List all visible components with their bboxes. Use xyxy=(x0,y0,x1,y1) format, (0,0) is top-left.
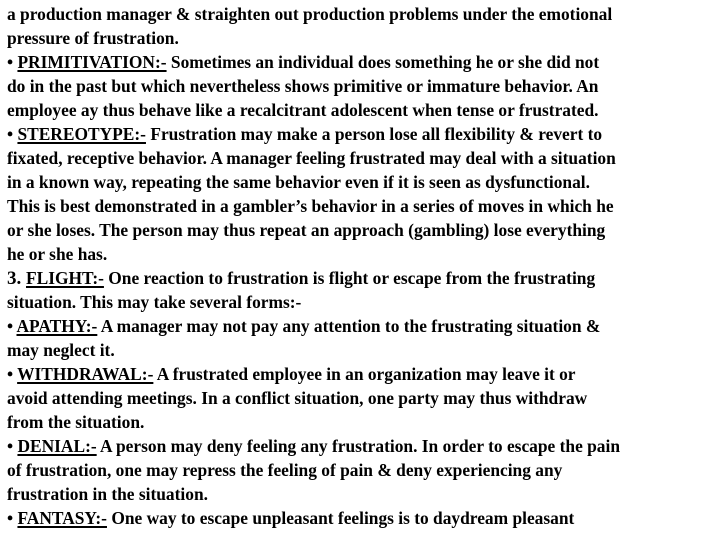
section-number: 3. xyxy=(7,268,26,289)
term-heading: WITHDRAWAL:- xyxy=(17,364,154,384)
line-text: One way to escape unpleasant feelings is to daydream pleasant xyxy=(106,508,575,528)
term-heading: PRIMITIVATION:- xyxy=(17,52,167,72)
line-text: Frustration may make a person lose all flexibility & revert to xyxy=(145,124,603,144)
term-heading: STEREOTYPE:- xyxy=(17,124,146,144)
bullet-marker: • xyxy=(7,316,17,336)
text-line xyxy=(7,50,714,74)
text-line xyxy=(7,98,714,122)
line-text: do in the past but which nevertheless shows primitive or immature behavior. An xyxy=(7,76,599,96)
text-line xyxy=(7,386,714,410)
line-text: may neglect it. xyxy=(7,340,115,360)
text-line xyxy=(7,194,714,218)
line-text: avoid attending meetings. In a conflict situation, one party may thus withdraw xyxy=(7,388,588,408)
bullet-marker: • xyxy=(7,436,18,456)
text-line xyxy=(7,170,714,194)
line-text: One reaction to frustration is flight or escape from the frustrating xyxy=(103,268,596,288)
line-text: frustration in the situation. xyxy=(7,484,208,504)
text-line xyxy=(7,122,714,146)
text-line xyxy=(7,482,714,506)
text-line xyxy=(7,218,714,242)
line-text: situation. This may take several forms:- xyxy=(7,292,302,312)
text-line xyxy=(7,290,714,314)
text-line xyxy=(7,2,714,26)
line-text: pressure of frustration. xyxy=(7,28,179,48)
line-text: A person may deny feeling any frustration. In order to escape the pain xyxy=(96,436,621,456)
line-text: fixated, receptive behavior. A manager feeling frustrated may deal with a situation xyxy=(7,148,616,168)
text-line xyxy=(7,362,714,386)
term-heading: FANTASY:- xyxy=(17,508,107,528)
line-text: employee ay thus behave like a recalcitrant adolescent when tense or frustrated. xyxy=(7,100,599,120)
line-text: in a known way, repeating the same behavior even if it is seen as dysfunctional. xyxy=(7,172,590,192)
line-text: or she loses. The person may thus repeat an approach (gambling) lose everything xyxy=(7,220,606,240)
text-line xyxy=(7,434,714,458)
text-line xyxy=(7,410,714,434)
text-line xyxy=(7,266,714,290)
line-text: from the situation. xyxy=(7,412,145,432)
text-line xyxy=(7,242,714,266)
bullet-marker: • xyxy=(7,52,18,72)
text-line xyxy=(7,74,714,98)
line-text: Sometimes an individual does something he or she did not xyxy=(166,52,600,72)
line-text: A frustrated employee in an organization may leave it or xyxy=(153,364,576,384)
bullet-marker: • xyxy=(7,364,18,384)
text-line xyxy=(7,458,714,482)
line-text: A manager may not pay any attention to the frustrating situation & xyxy=(97,316,601,336)
line-text: a production manager & straighten out production problems under the emotional xyxy=(7,4,613,24)
line-text: he or she has. xyxy=(7,244,108,264)
line-text: of frustration, one may repress the feeling of pain & deny experiencing any xyxy=(7,460,563,480)
term-heading: FLIGHT:- xyxy=(26,268,104,288)
text-line xyxy=(7,314,714,338)
term-heading: APATHY:- xyxy=(16,316,98,336)
text-line xyxy=(7,26,714,50)
bullet-marker: • xyxy=(7,124,18,144)
text-line xyxy=(7,506,714,530)
bullet-marker: • xyxy=(7,508,18,528)
term-heading: DENIAL:- xyxy=(17,436,97,456)
text-line xyxy=(7,146,714,170)
document-body xyxy=(7,2,714,530)
line-text: This is best demonstrated in a gambler’s behavior in a series of moves in which he xyxy=(7,196,614,216)
text-line xyxy=(7,338,714,362)
